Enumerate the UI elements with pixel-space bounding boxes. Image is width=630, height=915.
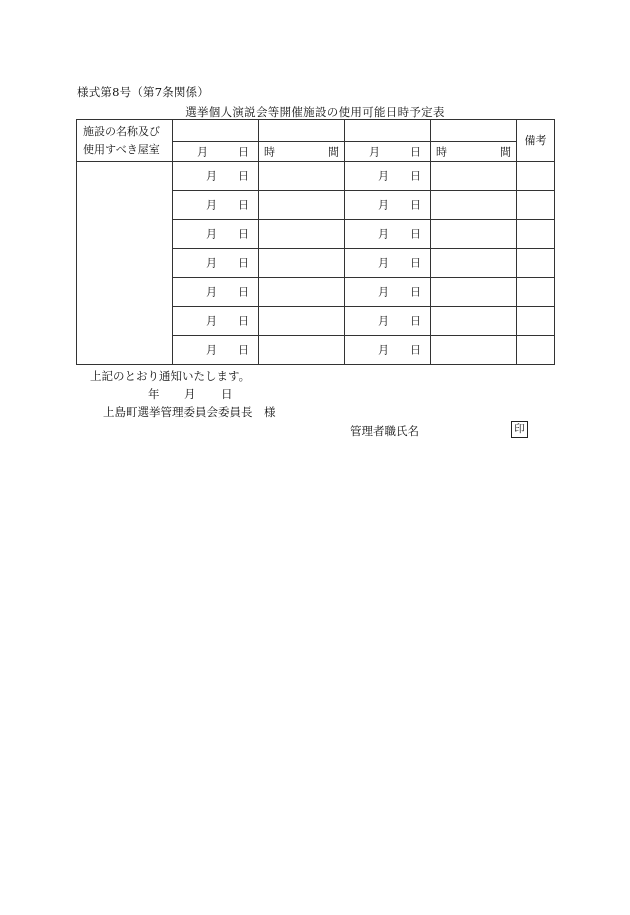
facility-header-line-2: 使用すべき屋室	[83, 142, 160, 156]
day-label: 日	[238, 285, 249, 299]
month-label: 月	[378, 256, 389, 270]
time-cell[interactable]	[259, 336, 345, 365]
notes-header-cell: 備考	[517, 120, 555, 162]
day-label: 日	[410, 169, 421, 183]
date-year-label: 年	[148, 387, 160, 401]
time-cell[interactable]	[431, 162, 517, 191]
time-cell[interactable]	[431, 249, 517, 278]
notes-cell[interactable]	[517, 162, 555, 191]
date-cell[interactable]	[173, 191, 259, 220]
day-label: 日	[410, 145, 421, 158]
time-cell[interactable]	[259, 307, 345, 336]
month-label: 月	[378, 285, 389, 299]
header-blank-cell	[345, 120, 431, 142]
time-header-cell	[259, 142, 345, 162]
day-label: 日	[410, 285, 421, 299]
month-label: 月	[378, 343, 389, 357]
date-cell[interactable]	[345, 162, 431, 191]
notes-cell[interactable]	[517, 191, 555, 220]
time-cell[interactable]	[431, 307, 517, 336]
notes-cell[interactable]	[517, 220, 555, 249]
month-label: 月	[378, 169, 389, 183]
time-label-a: 時	[264, 145, 275, 158]
date-day-label: 日	[221, 387, 233, 401]
time-cell[interactable]	[259, 278, 345, 307]
schedule-row	[77, 162, 555, 191]
day-label: 日	[410, 227, 421, 241]
month-label: 月	[369, 145, 380, 158]
notice-text: 上記のとおり通知いたします。	[90, 369, 251, 383]
day-label: 日	[238, 145, 249, 158]
month-label: 月	[206, 227, 217, 241]
month-label: 月	[206, 314, 217, 328]
month-label: 月	[378, 198, 389, 212]
schedule-table	[76, 119, 555, 365]
header-blank-cell	[431, 120, 517, 142]
facility-header-line-1: 施設の名称及び	[83, 125, 160, 139]
time-cell[interactable]	[259, 191, 345, 220]
notes-cell[interactable]	[517, 249, 555, 278]
day-label: 日	[238, 343, 249, 357]
date-cell[interactable]	[345, 307, 431, 336]
time-label-b: 間	[328, 145, 339, 158]
date-cell[interactable]	[345, 336, 431, 365]
month-label: 月	[206, 343, 217, 357]
day-label: 日	[238, 227, 249, 241]
time-label-b: 間	[500, 145, 511, 158]
notes-cell[interactable]	[517, 278, 555, 307]
day-label: 日	[238, 198, 249, 212]
day-label: 日	[410, 314, 421, 328]
time-cell[interactable]	[259, 220, 345, 249]
time-header-cell	[431, 142, 517, 162]
month-label: 月	[378, 314, 389, 328]
date-cell[interactable]	[173, 220, 259, 249]
day-label: 日	[410, 343, 421, 357]
time-cell[interactable]	[431, 336, 517, 365]
time-label-a: 時	[436, 145, 447, 158]
header-row-top	[77, 120, 555, 142]
date-cell[interactable]	[173, 162, 259, 191]
day-label: 日	[238, 256, 249, 270]
month-label: 月	[378, 227, 389, 241]
header-blank-cell	[259, 120, 345, 142]
date-header-cell	[173, 142, 259, 162]
month-label: 月	[206, 198, 217, 212]
month-label: 月	[206, 169, 217, 183]
day-label: 日	[410, 198, 421, 212]
addressee: 上島町選挙管理委員会委員長 様	[103, 405, 276, 419]
date-cell[interactable]	[345, 191, 431, 220]
date-cell[interactable]	[173, 249, 259, 278]
date-cell[interactable]	[345, 278, 431, 307]
date-cell[interactable]	[173, 307, 259, 336]
month-label: 月	[206, 256, 217, 270]
notes-cell[interactable]	[517, 307, 555, 336]
form-number: 様式第8号（第7条関係）	[77, 85, 210, 99]
facility-header-cell	[77, 120, 173, 162]
date-month-label: 月	[184, 387, 196, 401]
month-label: 月	[197, 145, 208, 158]
seal-mark: 印	[511, 421, 528, 438]
date-cell[interactable]	[173, 278, 259, 307]
time-cell[interactable]	[431, 191, 517, 220]
time-cell[interactable]	[431, 220, 517, 249]
time-cell[interactable]	[259, 162, 345, 191]
time-cell[interactable]	[259, 249, 345, 278]
notes-cell[interactable]	[517, 336, 555, 365]
date-header-cell	[345, 142, 431, 162]
date-cell[interactable]	[345, 249, 431, 278]
date-cell[interactable]	[173, 336, 259, 365]
month-label: 月	[206, 285, 217, 299]
day-label: 日	[410, 256, 421, 270]
day-label: 日	[238, 314, 249, 328]
time-cell[interactable]	[431, 278, 517, 307]
header-blank-cell	[173, 120, 259, 142]
day-label: 日	[238, 169, 249, 183]
date-cell[interactable]	[345, 220, 431, 249]
document-title: 選挙個人演説会等開催施設の使用可能日時予定表	[185, 105, 445, 119]
facility-cell[interactable]	[77, 162, 173, 365]
manager-name-label: 管理者職氏名	[350, 424, 419, 438]
